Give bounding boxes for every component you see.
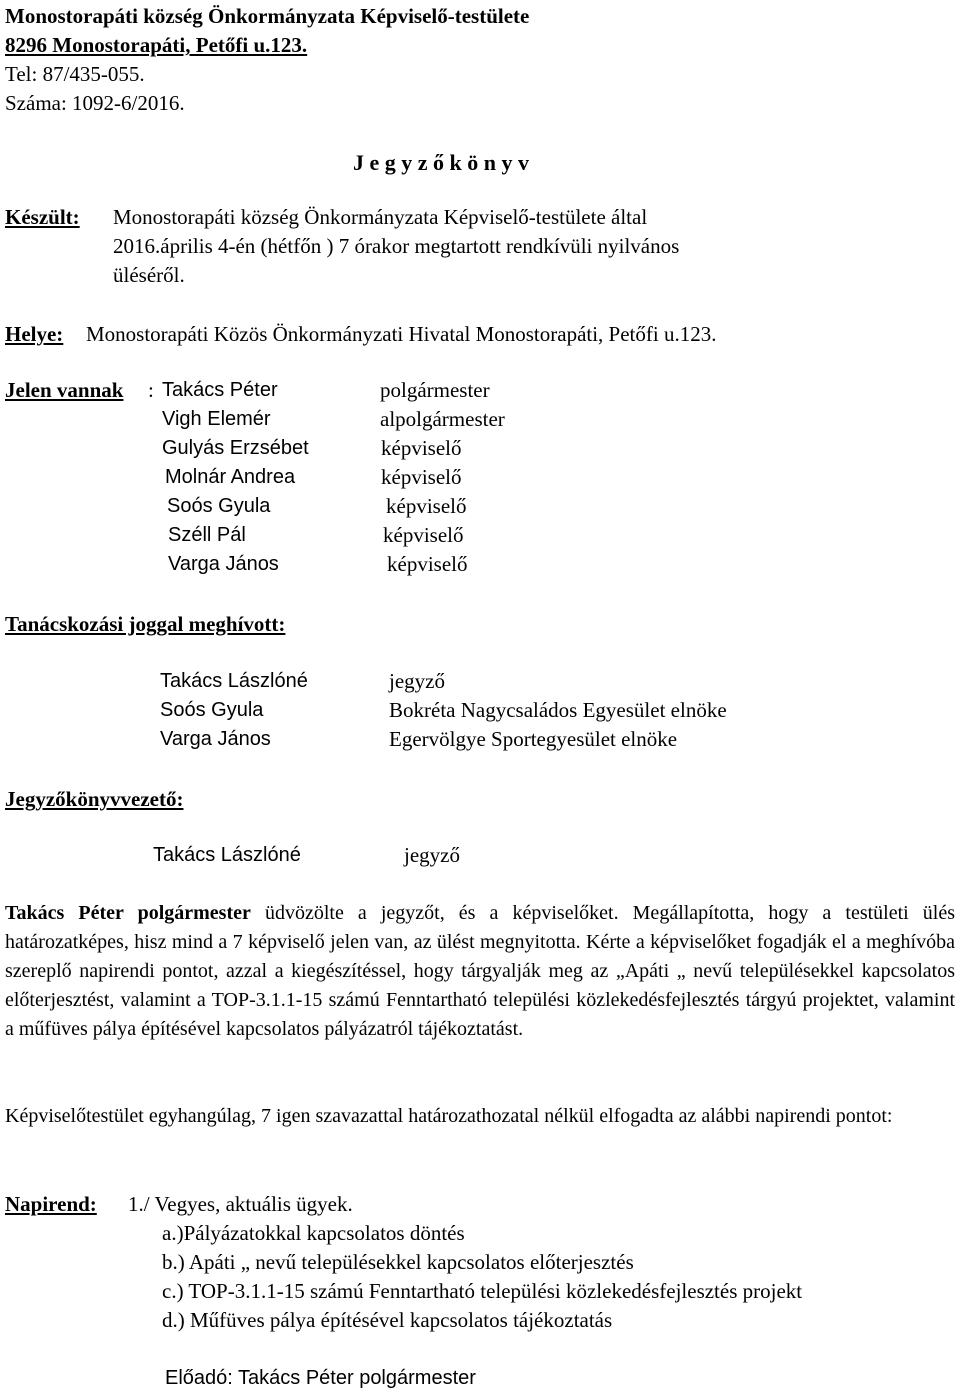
- present-member-role: képviselő: [387, 552, 468, 576]
- present-label: Jelen vannak: [5, 378, 124, 402]
- invited-member-name: Takács Lászlóné: [160, 670, 308, 692]
- present-member-name: Gulyás Erzsébet: [162, 437, 309, 459]
- helye-label: Helye:: [5, 322, 64, 346]
- header-organization: Monostorapáti község Önkormányzata Képviselő-testülete: [5, 4, 530, 28]
- opening-paragraph-lead: Takács Péter polgármester: [5, 902, 251, 924]
- keszult-line-3: üléséről.: [113, 263, 185, 287]
- minutes-taker-label: Jegyzőkönyvvezető:: [5, 787, 184, 811]
- present-member-name: Vigh Elemér: [162, 408, 271, 430]
- agenda-sub-item: d.) Műfüves pálya építésével kapcsolatos tájékoztatás: [162, 1308, 613, 1332]
- helye-value: Monostorapáti Közös Önkormányzati Hivatal Monostorapáti, Petőfi u.123.: [86, 322, 717, 346]
- invited-member-role: Bokréta Nagycsaládos Egyesület elnöke: [389, 698, 727, 722]
- present-member-role: képviselő: [381, 465, 462, 489]
- present-member-name: Takács Péter: [162, 379, 278, 401]
- present-member-role: képviselő: [386, 494, 467, 518]
- present-member-role: alpolgármester: [380, 407, 505, 431]
- vote-paragraph: Képviselőtestület egyhangúlag, 7 igen szavazattal határozathozatal nélkül elfogadta az alábbi napirendi pontot:: [5, 1105, 893, 1127]
- present-member-name: Soós Gyula: [167, 495, 271, 517]
- present-member-role: képviselő: [383, 523, 464, 547]
- agenda-sub-item: c.) TOP-3.1.1-15 számú Fenntartható települési közlekedésfejlesztés projekt: [162, 1279, 803, 1303]
- invited-member-name: Soós Gyula: [160, 699, 264, 721]
- present-member-role: polgármester: [380, 378, 490, 402]
- agenda-main-item: 1./ Vegyes, aktuális ügyek.: [128, 1192, 353, 1216]
- present-member-role: képviselő: [381, 436, 462, 460]
- invited-member-role: Egervölgye Sportegyesület elnöke: [389, 727, 678, 751]
- header-number: Száma: 1092-6/2016.: [5, 91, 185, 115]
- keszult-line-2: 2016.április 4-én (hétfőn ) 7 órakor megtartott rendkívüli nyilvános: [113, 234, 680, 258]
- opening-paragraph: [5, 899, 955, 1044]
- present-member-name: Széll Pál: [168, 524, 246, 546]
- invited-member-role: jegyző: [389, 669, 445, 693]
- minutes-taker-role: jegyző: [404, 843, 460, 867]
- agenda-label: Napirend:: [5, 1192, 97, 1216]
- agenda-sub-item: b.) Apáti „ nevű településekkel kapcsolatos előterjesztés: [162, 1250, 634, 1274]
- document-title: J e g y z ő k ö n y v: [353, 150, 529, 175]
- present-member-name: Molnár Andrea: [165, 466, 296, 488]
- keszult-label: Készült:: [5, 205, 80, 229]
- presenter-line: Előadó: Takács Péter polgármester: [165, 1367, 476, 1389]
- opening-paragraph-text: üdvözölte a jegyzőt, és a képviselőket. Megállapította, hogy a testületi ülés határozatképes, hisz mind a 7 képviselő jelen van, az ülést megnyitotta. Kérte a képviselőket fogadják el a meghívóba szereplő napirendi pontot, azzal a kiegészítéssel, hogy tárgyalják meg az „Apáti „ nevű településekkel kapcsolatos előterjesztést, valamint a TOP-3.1.1-15 számú Fenntartható települési közlekedésfejlesztés tárgyú projektet, valamint a műfüves pálya építésével kapcsolatos pályázatról tájékoztatást.: [5, 902, 956, 1040]
- present-member-name: Varga János: [168, 553, 279, 575]
- present-label-colon: :: [148, 378, 154, 402]
- invited-label: Tanácskozási joggal meghívott:: [5, 612, 286, 636]
- minutes-taker-name: Takács Lászlóné: [153, 844, 301, 866]
- header-tel: Tel: 87/435-055.: [5, 62, 145, 86]
- agenda-sub-item: a.)Pályázatokkal kapcsolatos döntés: [162, 1221, 465, 1245]
- header-address: 8296 Monostorapáti, Petőfi u.123.: [5, 33, 308, 57]
- keszult-line-1: Monostorapáti község Önkormányzata Képviselő-testülete által: [113, 205, 648, 229]
- invited-member-name: Varga János: [160, 728, 271, 750]
